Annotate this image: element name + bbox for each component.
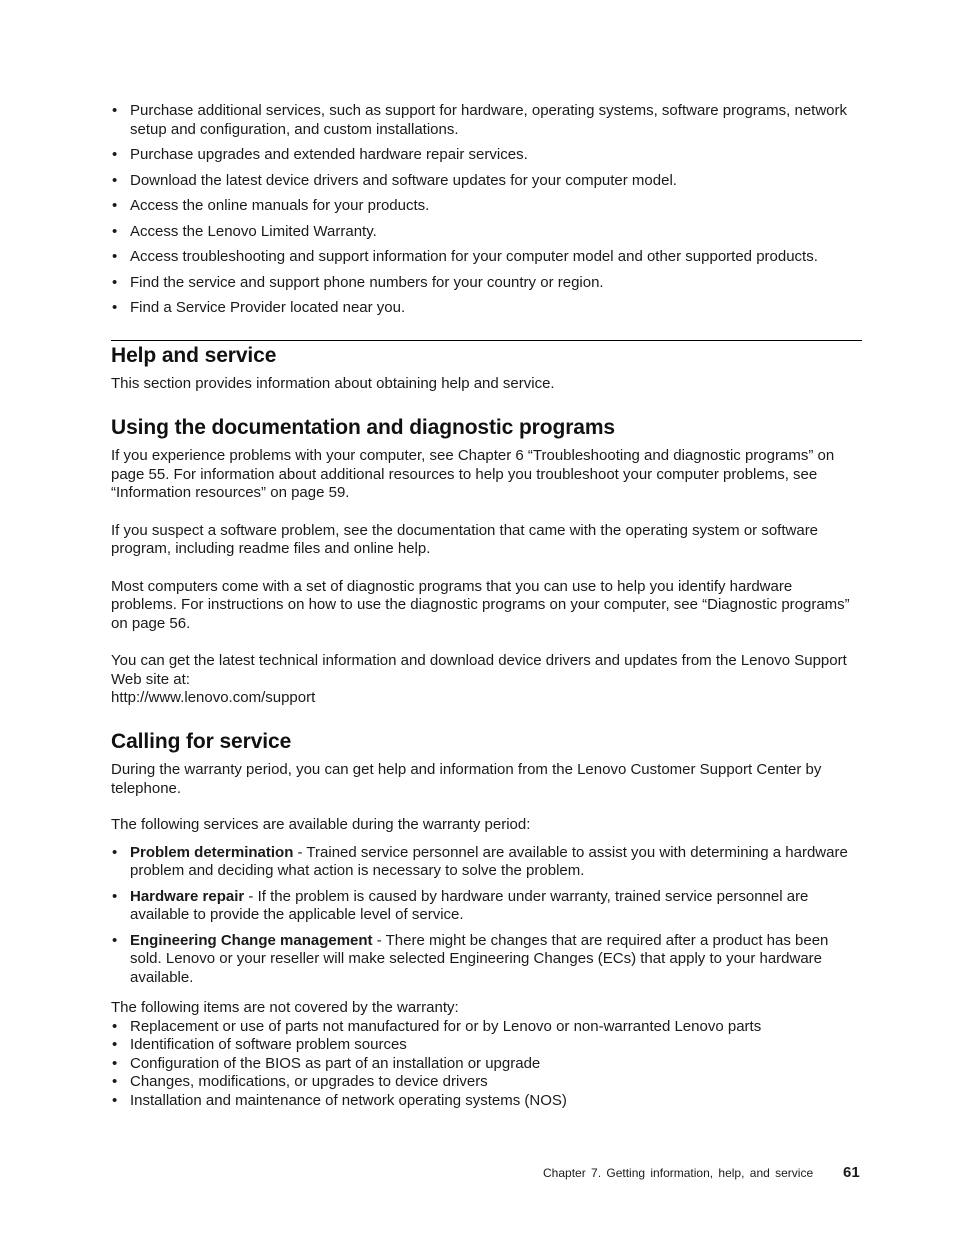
- service-term: Problem determination: [130, 843, 294, 861]
- section-divider: [111, 340, 862, 341]
- docs-paragraph-2: If you suspect a software problem, see the documentation that came with the operating system or software program, including readme files and online help.: [111, 521, 819, 557]
- docs-heading: Using the documentation and diagnostic programs: [111, 416, 616, 439]
- list-item: • Access troubleshooting and support information for your computer model and other supported products.: [111, 248, 862, 267]
- help-section: [111, 344, 862, 394]
- service-description: - There might be changes that are required after a product has been sold. Lenovo or your reseller will make selected Engineering Changes (ECs) that apply to your hardware available.: [130, 931, 829, 986]
- calling-paragraph-2: The following services are available during the warranty period:: [111, 816, 531, 833]
- services-list: [111, 844, 862, 988]
- intro-bullet-list: [111, 102, 862, 318]
- calling-section: [111, 730, 862, 1110]
- help-text: This section provides information about obtaining help and service.: [111, 375, 555, 392]
- list-item: [111, 932, 862, 988]
- help-heading: Help and service: [111, 344, 277, 367]
- list-item: • Configuration of the BIOS as part of an installation or upgrade: [111, 1055, 862, 1074]
- list-item: • Purchase additional services, such as support for hardware, operating systems, software programs, network setup and configuration, and custom installations.: [111, 102, 862, 139]
- page-number: 61: [843, 1164, 860, 1181]
- service-description: - Trained service personnel are available to assist you with determining a hardware problem and deciding what action is necessary to solve the problem.: [130, 843, 848, 879]
- service-description: - If the problem is caused by hardware under warranty, trained service personnel are available to provide the applicable level of service.: [130, 887, 809, 923]
- list-item: • Find a Service Provider located near you.: [111, 299, 862, 318]
- docs-paragraph-3: Most computers come with a set of diagnostic programs that you can use to help you identify hardware problems. For instructions on how to use the diagnostic programs on your computer, see “Diagnostic programs” on page 56.: [111, 577, 850, 632]
- docs-paragraph-1: If you experience problems with your computer, see Chapter 6 “Troubleshooting and diagnostic programs” on page 55. For information about additional resources to help you troubleshoot your computer problems, see “Information resources” on page 59.: [111, 447, 835, 501]
- intro-section: [111, 102, 862, 325]
- calling-paragraph-3: The following items are not covered by the warranty:: [111, 999, 459, 1016]
- list-item: [111, 888, 862, 925]
- list-item: • Replacement or use of parts not manufactured for or by Lenovo or non-warranted Lenovo parts: [111, 1018, 862, 1037]
- list-item: • Purchase upgrades and extended hardware repair services.: [111, 146, 862, 165]
- docs-paragraph-4: You can get the latest technical information and download device drivers and updates from the Lenovo Support Web site at:: [111, 652, 847, 688]
- list-item: • Installation and maintenance of network operating systems (NOS): [111, 1092, 862, 1111]
- list-item: • Download the latest device drivers and software updates for your computer model.: [111, 172, 862, 191]
- calling-paragraph-1: During the warranty period, you can get help and information from the Lenovo Customer Support Center by telephone.: [111, 761, 822, 797]
- list-item: • Identification of software problem sources: [111, 1036, 862, 1055]
- list-item: • Find the service and support phone numbers for your country or region.: [111, 274, 862, 293]
- not-covered-list: [111, 1018, 862, 1111]
- docs-section: [111, 416, 862, 708]
- list-item: • Access the online manuals for your products.: [111, 197, 862, 216]
- list-item: • Access the Lenovo Limited Warranty.: [111, 223, 862, 242]
- footer-chapter-title: Chapter 7. Getting information, help, and service: [543, 1166, 814, 1180]
- calling-heading: Calling for service: [111, 730, 292, 753]
- service-term: Engineering Change management: [130, 931, 373, 949]
- list-item: • Changes, modifications, or upgrades to device drivers: [111, 1073, 862, 1092]
- service-term: Hardware repair: [130, 887, 245, 905]
- list-item: [111, 844, 862, 881]
- support-url[interactable]: http://www.lenovo.com/support: [111, 689, 316, 706]
